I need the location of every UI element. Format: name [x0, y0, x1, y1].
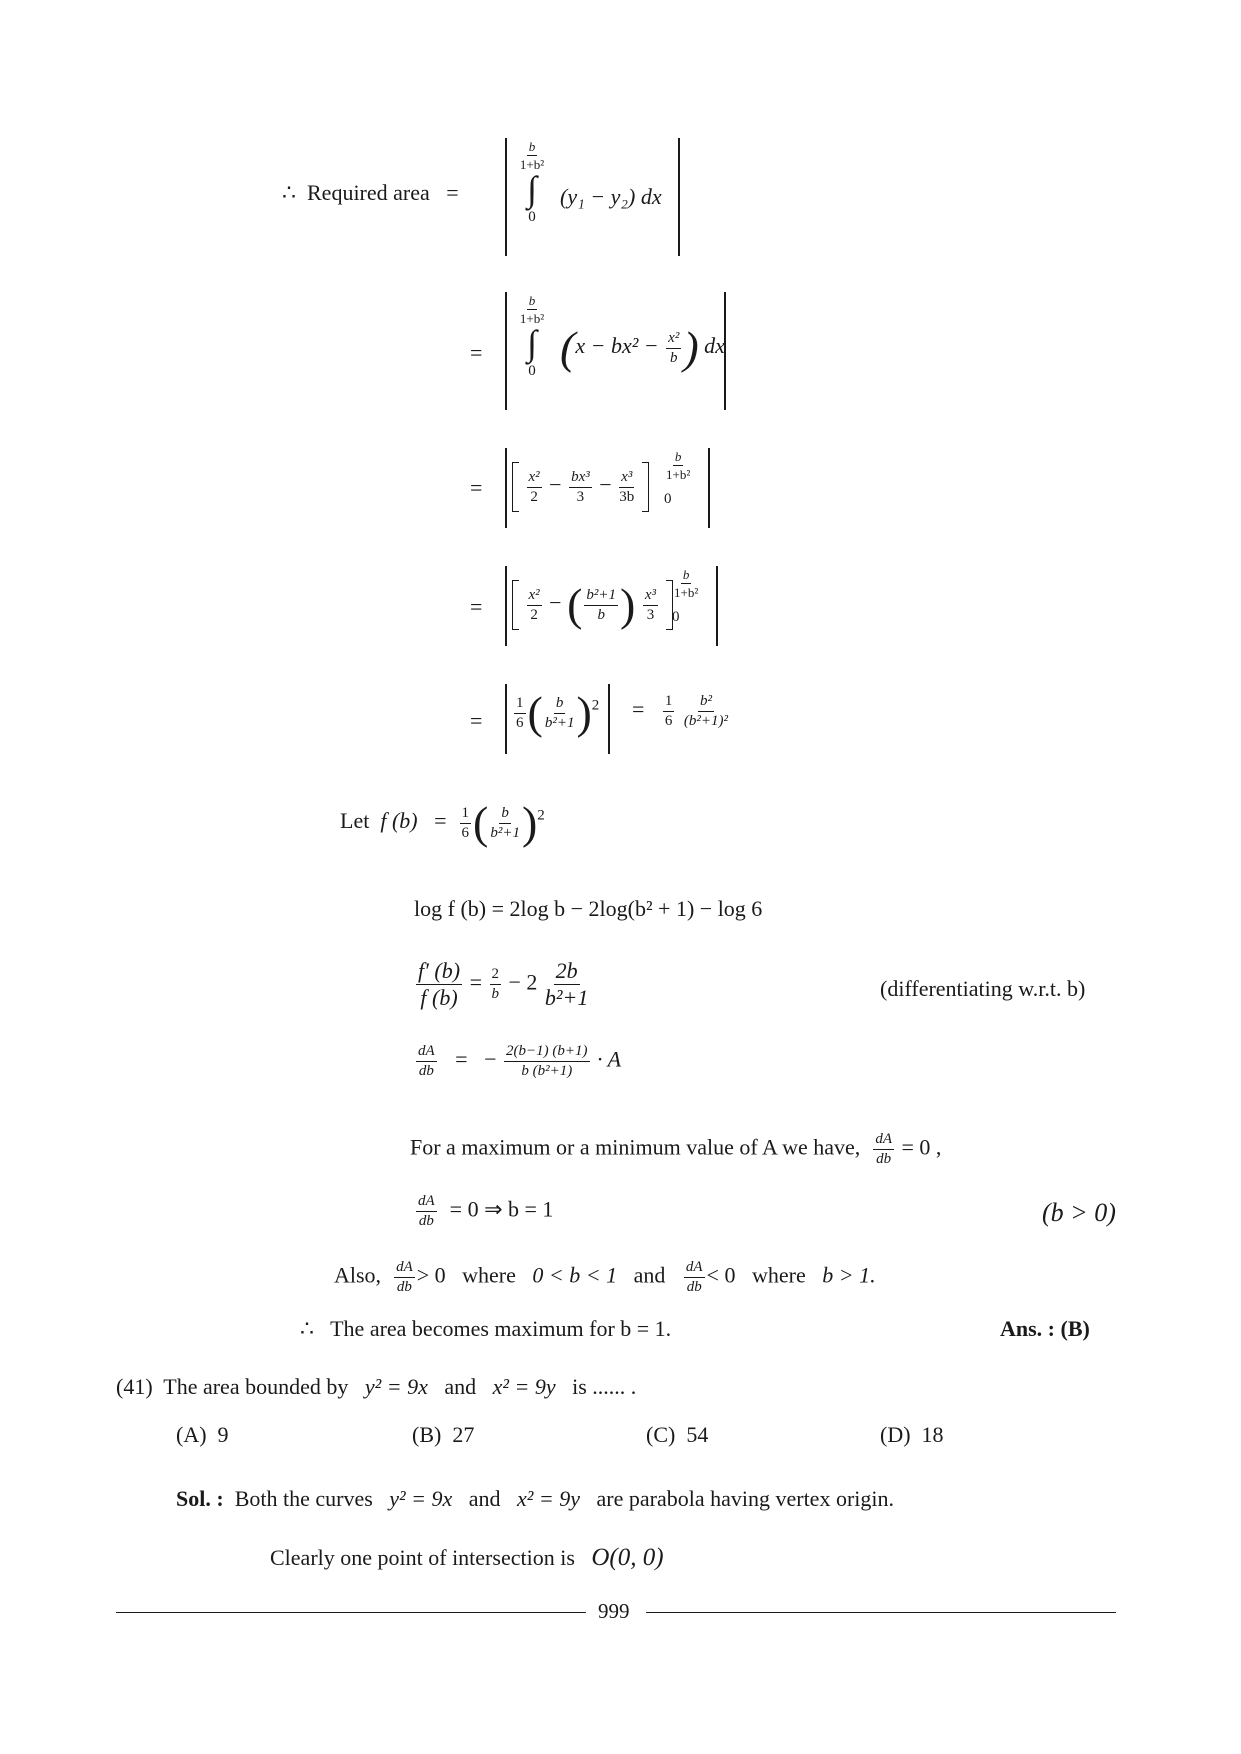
question-41: (41) The area bounded by y² = 9x and x² = 9y is ...... .	[116, 1374, 637, 1399]
integral-1: $\frac{b}{\text{1+b²}}$ ∫ 0	[512, 140, 552, 226]
page-number: 999	[598, 1599, 630, 1623]
solution-label: Sol. :	[176, 1486, 224, 1511]
answer-label: Ans. : (B)	[1000, 1316, 1090, 1341]
abs-bar-left	[505, 448, 507, 528]
abs-bar-left	[505, 684, 507, 754]
integral-icon: ∫	[527, 323, 537, 363]
footer-rule-left	[116, 1612, 586, 1613]
result-5: $\frac{1}{6}$ ( $\frac{b}{\text{b²+1}}$ )$^2$	[516, 687, 600, 738]
equals-sign: =	[446, 180, 459, 205]
abs-bar-right	[608, 684, 610, 754]
antiderivative-4: $\frac{\text{x²}}{2}$ − ( $\frac{\text{b²+1}}{b}$ ) $\frac{\text{x³}}{3}$	[512, 580, 673, 630]
equals-sign: =	[470, 475, 483, 500]
antiderivative-3: $\frac{\text{x²}}{2}$ − $\frac{\text{bx³}}{3}$ − $\frac{\text{x³}}{3b}$	[512, 462, 649, 512]
max-min-condition: For a maximum or a minimum value of A we have, $\frac{dA}{db}$ = 0 ,	[410, 1131, 942, 1167]
option-c: (C) 54	[646, 1422, 709, 1447]
equals-sign: =	[470, 594, 483, 619]
differentiating-note: (differentiating w.r.t. b)	[880, 976, 1086, 1001]
option-a: (A) 9	[176, 1422, 229, 1447]
required-area-label: Required area	[307, 180, 430, 205]
result-5-simplified: = $\frac{1}{6}$ $\frac{\text{b²}}{\text{(b²+1)²}}$	[632, 693, 729, 729]
equals-sign: =	[470, 708, 483, 733]
limits-4: $\frac{b}{\text{1+b²}}$ 0	[672, 567, 699, 625]
equals-sign: =	[470, 340, 483, 365]
critical-point: $\frac{dA}{db}$ = 0 ⇒ b = 1	[418, 1193, 554, 1229]
limits-3: $\frac{b}{\text{1+b²}}$ 0	[664, 449, 691, 507]
question-number: (41)	[116, 1374, 153, 1399]
integrand-2: (x − bx² − $\frac{\text{x²}}{b}$ ) dx	[560, 322, 725, 373]
derivative-equation: $\frac{f' (b)}{f (b)}$ = $\frac{2}{b}$ − 2 $\frac{2b}{\text{b²+1}}$	[418, 958, 589, 1010]
conclusion: ∴ The area becomes maximum for b = 1.	[300, 1316, 672, 1341]
abs-bar-left	[505, 138, 507, 256]
line-required-area	[282, 180, 459, 206]
option-b: (B) 27	[412, 1422, 475, 1447]
condition-note: (b > 0)	[1042, 1198, 1116, 1227]
sign-analysis: Also, $\frac{dA}{db}$ > 0 where 0 < b < 1 and $\frac{dA}{db}$ < 0 where b > 1.	[334, 1259, 876, 1295]
integral-icon: ∫	[527, 169, 537, 209]
integral-2: $\frac{b}{\text{1+b²}}$ ∫ 0	[512, 294, 552, 380]
therefore-symbol: ∴	[282, 180, 296, 205]
solution-line: Sol. : Both the curves y² = 9x and x² = 9y are parabola having vertex origin.	[176, 1486, 894, 1511]
let-definition: Let f (b) = $\frac{1}{6}$ ( $\frac{b}{\text{b²+1}}$ )$^2$	[340, 797, 545, 848]
abs-bar-left	[505, 566, 507, 646]
dA-db-expression: $\frac{dA}{db}$ = − $\frac{2(b-1) (b+1)}{\text{b (b²+1)}}$ · A	[418, 1043, 622, 1079]
intersection-line: Clearly one point of intersection is O(0, 0)	[270, 1544, 664, 1571]
option-d: (D) 18	[880, 1422, 944, 1447]
integrand-1: (y₁ − y₂) dx	[560, 184, 662, 209]
abs-bar-right	[708, 448, 710, 528]
abs-bar-right	[716, 566, 718, 646]
log-equation: log f (b) = 2log b − 2log(b² + 1) − log 6	[414, 896, 763, 921]
abs-bar-left	[505, 292, 507, 410]
abs-bar-right	[678, 138, 680, 256]
footer-rule-right	[646, 1612, 1116, 1613]
